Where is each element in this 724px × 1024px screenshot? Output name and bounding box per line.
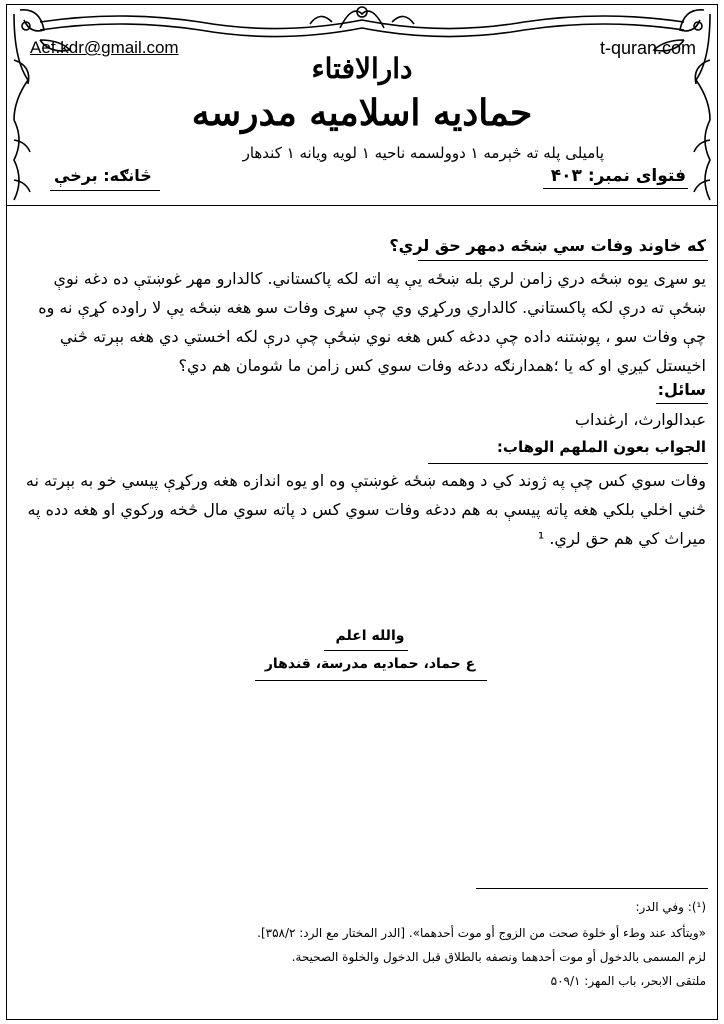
asker-name: عبدالوارث، ارغنداب [574,410,706,429]
footnote-3: لزم المسمى بالدخول أو موت أحدهما ونصفه بالطلاق قبل الدخول والخلوة الصحيحة. [291,950,706,964]
section-underline [50,190,160,191]
question-title-underline [418,260,708,261]
madrasa-title: حمادیه اسلامیه مدرسه [191,92,533,134]
question-body: يو سړى يوه ښځه دري زامن لري بله ښځه يې په اته لكه پاكستاني. كالدارو مهر غوښتې ده دغه نوې ښځې ته درې لكه پاكستاني. كالداري وركړي وي چې سړى وفات سو هغه ښځه يې لا راوده كړې نه وه چې وفات سو ، پوښتنه داده چې ددغه كس هغه نوي ښځې چې درې لكه اخستي دي هغه بېرته څني اخيستل كيږي او كه يا ؛همدارنګه ددغه وفات سوي كس زامن ما شومان هم دي؟ [38,269,706,375]
footnote-rule [476,888,708,889]
question-title: كه خاوند وفات سي ښځه دمهر حق لري؟ [389,236,706,255]
fatwa-number-underline [543,188,688,189]
asker-label-underline [656,403,708,404]
answer-title: الجواب بعون الملهم الوهاب: [496,438,706,456]
footnote-2: «ويتأكد عند وطء أو خلوة صحت من الزوج أو موت أحدهما». [الدر المختار مع الرد: ۳۵۸/۲]. [257,926,706,940]
allah-alam-underline [324,650,408,651]
darul-ifta-heading: دارالافتاء [311,52,413,85]
asker-label: سائل: [657,380,706,399]
website-address: t-quran.com [599,38,696,58]
footnote-1: (¹): وفي الدر: [635,900,706,914]
allah-alam: والله اعلم [335,628,405,644]
header-divider [6,205,718,206]
section-label: څانګه: برخې [54,166,152,185]
answer-body: وفات سوي كس چې په ژوند كي د وهمه ښځه غوښتې وه او يوه اندازه هغه وركړې پيسي خو به بېرته نه څني اخلي بلكي هغه پاته پيسې به هم ددغه وفات سوي كس د پاته سوي مال څخه وركوي او هغه دده په ميراث كي هم حق لري. ¹ [25,471,706,548]
signature: ع حماد، حماديه مدرسة، قندهار [264,656,476,672]
address-line: پاميلى پله ته څېرمه ۱ دوولسمه ناحيه ۱ لويه ويانه ۱ کندهار [242,144,604,162]
footnote-4: ملتقى الابحر، باب المهر: ۵۰۹/۱ [550,974,706,988]
signature-underline [255,680,487,681]
fatwa-number: فتوای نمبر: ۴۰۳ [550,166,686,186]
email-address: Aef.kdr@gmail.com [30,38,179,57]
answer-title-underline [428,463,708,464]
